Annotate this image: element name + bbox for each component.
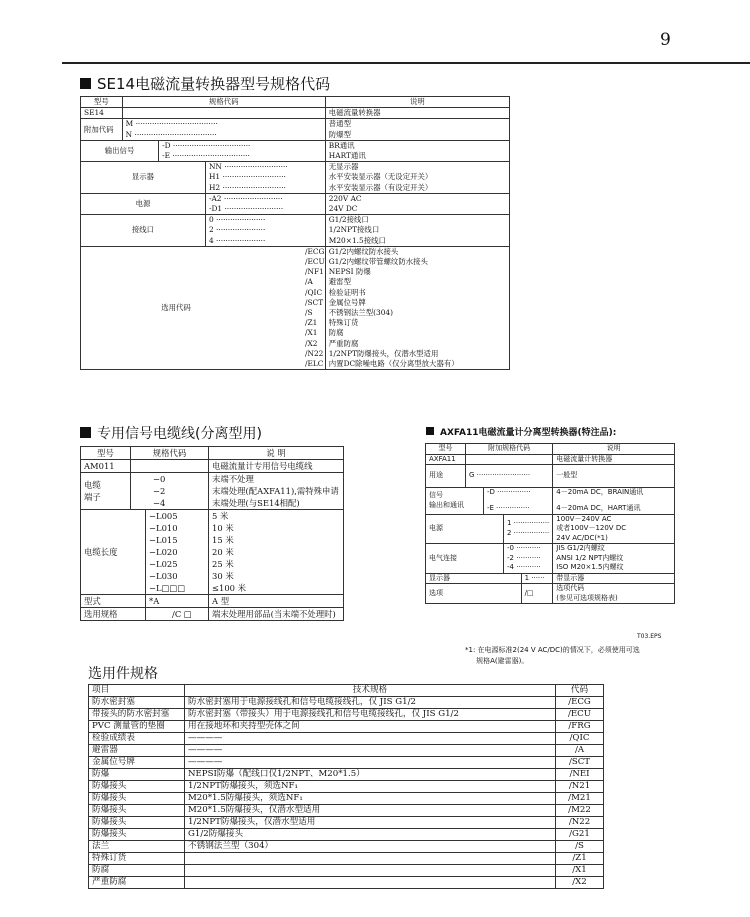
cell-spec: M20*1.5防爆接头，仅潜水型适用 (185, 805, 556, 817)
table-row (81, 473, 344, 510)
row-label: AM011 (81, 460, 131, 473)
options-table-body (89, 697, 604, 889)
row-label: 附加代码 (81, 119, 123, 140)
code: /ECG (305, 246, 325, 256)
cell-item: 特殊订货 (89, 853, 185, 865)
col-header: 说 明 (209, 447, 344, 460)
table-row (89, 769, 604, 781)
row-label: 电气连接 (426, 544, 504, 574)
row-label: 选项 (426, 584, 522, 604)
options-cell (81, 246, 326, 369)
codes-cell (146, 510, 209, 595)
desc-cell (553, 514, 675, 544)
desc-cell (553, 544, 675, 574)
desc: 不锈钢法兰型(304) (328, 308, 393, 318)
codes-cell (484, 488, 553, 515)
code: -D ································· (162, 140, 251, 150)
code: −L025 (149, 559, 178, 569)
cell-item: 防爆接头 (89, 781, 185, 793)
table-row (89, 721, 604, 733)
cell-code: /A (556, 745, 604, 757)
row-label: 显示器 (81, 162, 206, 194)
table-row (426, 488, 675, 515)
row-desc: 一般型 (553, 465, 675, 488)
desc: 水平安装显示器（无设定开关） (328, 172, 433, 182)
desc: ANSI 1/2 NPT内螺纹 (556, 553, 624, 562)
options-codes (271, 247, 325, 369)
section4-title: 选用件规格 (88, 666, 158, 682)
code: −4 (153, 498, 166, 508)
codes-cell (504, 544, 553, 574)
desc-cell (209, 510, 344, 595)
page-number: 9 (660, 30, 671, 50)
cell-code: /X2 (556, 877, 604, 889)
desc: ≤100 米 (212, 583, 247, 593)
desc: 末端处理(配AXFA11),需特殊申请 (212, 486, 339, 496)
options-spec-table (88, 684, 604, 889)
cell-code: /S (556, 841, 604, 853)
table-row (89, 877, 604, 889)
table-row (81, 193, 510, 214)
cell-code: /G21 (556, 829, 604, 841)
section3-title: AXFA11电磁流量计分离型转换器(特注品): (440, 428, 617, 438)
desc: 防爆型 (328, 129, 351, 139)
row-label: 选用代码 (161, 302, 191, 312)
cell-item: PVC 测量管的垫圈 (89, 721, 185, 733)
code: -D ··············· (487, 488, 531, 496)
code: -E ··············· (487, 504, 530, 512)
code: −2 (153, 486, 166, 496)
col-header: 代码 (556, 685, 604, 697)
table-row (89, 805, 604, 817)
desc: 严重防腐 (328, 338, 359, 348)
code: /A (305, 277, 313, 287)
desc: 15 米 (212, 535, 234, 545)
code: H2 ··························· (208, 182, 286, 192)
cell-spec: G1/2防爆接头 (185, 829, 556, 841)
table-row (81, 162, 510, 194)
empty-cell (131, 460, 209, 473)
code: *A (146, 595, 209, 608)
code: -E ································· (162, 151, 250, 161)
cell-item: 防爆 (89, 769, 185, 781)
cell-spec: M20*1.5防爆接头，须选NF₁ (185, 793, 556, 805)
table-header (89, 685, 604, 697)
row-desc: 带显示器 (553, 573, 675, 584)
section1-heading (80, 73, 330, 94)
desc: 末端不处理 (212, 474, 254, 484)
cell-spec: 不锈钢法兰型（304） (185, 841, 556, 853)
code: −L□□□ (149, 583, 186, 593)
cell-spec: NEPSI防爆（配线口仅1/2NPT、M20*1.5） (185, 769, 556, 781)
code: -2 ··········· (507, 553, 541, 562)
se14-spec-table (80, 96, 510, 370)
desc: 避雷型 (328, 277, 351, 287)
col-header: 型号 (426, 444, 466, 455)
cell-code: /QIC (556, 733, 604, 745)
code: /X2 (305, 338, 318, 348)
table-row (89, 841, 604, 853)
table-row (426, 465, 675, 488)
code: M ··································· (125, 119, 218, 129)
desc: 普通型 (328, 119, 351, 129)
table-row (81, 246, 510, 369)
code: -A2 ························· (208, 193, 283, 203)
desc: 100V－240V AC 或者100V－120V DC (556, 514, 627, 532)
table-row (89, 817, 604, 829)
code: /Z1 (305, 318, 318, 328)
table-row (426, 454, 675, 465)
code: /QIC (305, 287, 323, 297)
col-header: 规格代码 (122, 97, 325, 108)
cell-item: 带接头的防水密封塞 (89, 709, 185, 721)
row-label: 显示器 (426, 573, 522, 584)
desc: 4－20mA DC，BRAIN通讯 (556, 488, 644, 496)
cell-spec: ———— (185, 757, 556, 769)
table-row (81, 108, 510, 119)
table-row (89, 865, 604, 877)
desc: 5 米 (212, 511, 229, 521)
code: N ··································· (125, 129, 217, 139)
desc-cell (325, 119, 509, 140)
code: 2 ················ (507, 528, 550, 537)
code: /ELC (305, 359, 324, 369)
row-label: 输出信号 (81, 140, 159, 161)
codes-cell (159, 140, 326, 161)
code: /SCT (305, 297, 324, 307)
header-rule (62, 62, 750, 64)
code: -0 ··········· (507, 544, 541, 552)
desc: HART通讯 (328, 151, 366, 161)
row-desc: A 型 (209, 595, 344, 608)
cell-code: /NEI (556, 769, 604, 781)
axfa11-spec-table (425, 443, 675, 604)
desc-cell (553, 488, 675, 515)
cell-spec: 1/2NPT防爆接头，仅潜水型适用 (185, 817, 556, 829)
code: /ECU (305, 257, 325, 267)
code: 0 ····················· (208, 215, 266, 225)
footnote: *1: 在电源标准2(24 V AC/DC)的情况下，必须使用可选 规格A(避雷器)。 (465, 646, 640, 665)
table-row (89, 697, 604, 709)
row-desc: 端末处理用部品(当末端不处理时) (209, 608, 344, 621)
code: /NF1 (305, 267, 324, 277)
code: −0 (153, 474, 166, 484)
codes-cell (205, 162, 325, 194)
cell-code: /ECU (556, 709, 604, 721)
code: /X1 (305, 328, 318, 338)
code: H1 ··························· (208, 172, 286, 182)
row-label: 型式 (81, 595, 146, 608)
codes-cell (122, 119, 325, 140)
table-header (426, 444, 675, 455)
cell-item: 法兰 (89, 841, 185, 853)
code: -4 ··········· (507, 563, 541, 571)
desc: ISO M20×1.5内螺纹 (556, 563, 624, 571)
desc: 1/2NPT防爆接头，仅潜水型适用 (328, 348, 439, 358)
section-bullet-icon (80, 427, 91, 438)
cell-code: /N22 (556, 817, 604, 829)
col-header: 项目 (89, 685, 185, 697)
cell-spec: 用在接地环和夹持型壳体之间 (185, 721, 556, 733)
row-label: 电源 (81, 193, 206, 214)
desc: 25 米 (212, 559, 234, 569)
section2-title: 专用信号电缆线(分离型用) (97, 426, 262, 442)
cell-spec (185, 877, 556, 889)
cell-item: 检验成绩表 (89, 733, 185, 745)
table-row (89, 733, 604, 745)
desc: G1/2内螺纹带管螺纹防水接头 (328, 257, 428, 267)
desc-cell (325, 193, 509, 214)
desc: 金属位号牌 (328, 297, 366, 307)
table-row (81, 595, 344, 608)
section-bullet-icon (426, 427, 434, 435)
row-label: 接线口 (81, 215, 206, 247)
desc-cell (325, 246, 509, 369)
table-row (81, 119, 510, 140)
desc: M20×1.5接线口 (328, 235, 386, 245)
desc: 内置DC除噪电路（仅分离型放大器有） (328, 359, 459, 369)
cell-item: 防爆接头 (89, 829, 185, 841)
row-label: SE14 (81, 108, 123, 119)
col-header: 规格代码 (131, 447, 209, 460)
table-row (426, 544, 675, 574)
code: G ························ (466, 465, 553, 488)
col-header: 型号 (81, 97, 123, 108)
codes-cell (131, 473, 209, 510)
code: 2 ····················· (208, 225, 266, 235)
cell-item: 防爆接头 (89, 793, 185, 805)
empty-cell (466, 454, 553, 465)
cell-code: /M22 (556, 805, 604, 817)
table-row (81, 215, 510, 247)
code: /□ (521, 584, 553, 604)
code: 4 ····················· (208, 235, 266, 245)
table-header (81, 447, 344, 460)
desc: 30 米 (212, 571, 234, 581)
row-label: 电源 (426, 514, 504, 544)
desc-cell (325, 215, 509, 247)
codes-cell (504, 514, 553, 544)
code: −L005 (149, 511, 178, 521)
cell-spec (185, 865, 556, 877)
code: /N22 (305, 348, 324, 358)
desc: 10 米 (212, 523, 234, 533)
row-label: 电缆长度 (81, 510, 146, 595)
desc: G1/2接线口 (328, 215, 369, 225)
desc: 220V AC (328, 193, 362, 203)
code: /C □ (146, 608, 209, 621)
table-row (426, 573, 675, 584)
row-label: 选用规格 (81, 608, 146, 621)
cell-spec: ———— (185, 745, 556, 757)
table-row (89, 757, 604, 769)
cell-code: /Z1 (556, 853, 604, 865)
table-row (81, 460, 344, 473)
cell-item: 防腐 (89, 865, 185, 877)
row-label: 用途 (426, 465, 466, 488)
table-row (426, 514, 675, 544)
desc: 无显示器 (328, 162, 359, 172)
table-row (89, 781, 604, 793)
table-row (89, 745, 604, 757)
desc: 防腐 (328, 328, 344, 338)
row-desc: 电磁流量转换器 (325, 108, 509, 119)
desc: BR通讯 (328, 140, 355, 150)
desc-cell (325, 140, 509, 161)
code: −L020 (149, 547, 178, 557)
col-header: 型号 (81, 447, 131, 460)
table-row (89, 793, 604, 805)
section3-heading (426, 425, 616, 438)
section2-heading (80, 423, 262, 443)
cell-item: 防爆接头 (89, 817, 185, 829)
desc: NEPSI 防爆 (328, 267, 371, 277)
cell-code: /SCT (556, 757, 604, 769)
code: 1 ······ (521, 573, 553, 584)
table-row (81, 608, 344, 621)
desc: JIS G1/2内螺纹 (556, 544, 605, 552)
desc: 24V DC (328, 204, 358, 214)
desc: 末端处理(与SE14相配) (212, 498, 300, 508)
code: −L015 (149, 535, 178, 545)
cell-code: /FRG (556, 721, 604, 733)
row-desc: 电磁流量计专用信号电缆线 (209, 460, 344, 473)
col-header: 说明 (325, 97, 509, 108)
col-header: 技术规格 (185, 685, 556, 697)
cell-spec: ———— (185, 733, 556, 745)
table-row (426, 584, 675, 604)
table-row (81, 140, 510, 161)
cell-spec: 防水密封塞（带接头）用于电源接线孔和信号电缆接线孔，仅 JIS G1/2 (185, 709, 556, 721)
section1-title: SE14电磁流量转换器型号规格代码 (97, 75, 331, 93)
cell-item: 防爆接头 (89, 805, 185, 817)
cell-code: /ECG (556, 697, 604, 709)
desc: 1/2NPT接线口 (328, 225, 380, 235)
table-row (89, 853, 604, 865)
cell-item: 严重防腐 (89, 877, 185, 889)
row-label: 电缆 端子 (81, 473, 131, 510)
cell-spec: 防水密封塞用于电源接线孔和信号电缆接线孔，仅 JIS G1/2 (185, 697, 556, 709)
cell-spec (185, 853, 556, 865)
table-row (89, 829, 604, 841)
desc-cell (209, 473, 344, 510)
empty-cell (122, 108, 325, 119)
desc: 4－20mA DC，HART通讯 (556, 504, 641, 512)
desc: 水平安装显示器（有设定开关） (328, 182, 433, 192)
desc-cell (325, 162, 509, 194)
table-row (89, 709, 604, 721)
cell-item: 金属位号牌 (89, 757, 185, 769)
table-header (81, 97, 510, 108)
cell-spec: 1/2NPT防爆接头，须选NF₁ (185, 781, 556, 793)
cell-code: /X1 (556, 865, 604, 877)
cell-code: /M21 (556, 793, 604, 805)
desc: 特殊订货 (328, 318, 359, 328)
cell-code: /N21 (556, 781, 604, 793)
row-label: AXFA11 (426, 454, 466, 465)
code: −L010 (149, 523, 178, 533)
code: −L030 (149, 571, 178, 581)
code: /S (305, 308, 313, 318)
cable-spec-table (80, 446, 344, 621)
desc: 24V AC/DC(*1) (556, 533, 608, 542)
cell-item: 避雷器 (89, 745, 185, 757)
row-desc: 选项代码 (参见可选项规格表) (553, 584, 675, 604)
code: NN ··························· (208, 162, 288, 172)
code: -D1 ························· (208, 204, 284, 214)
desc: G1/2内螺纹防水接头 (328, 246, 399, 256)
code: 1 ················ (507, 519, 550, 528)
col-header: 说明 (553, 444, 675, 455)
col-header: 附加规格代码 (466, 444, 553, 455)
table-row (81, 510, 344, 595)
cell-item: 防水密封塞 (89, 697, 185, 709)
figure-tag: T03.EPS (637, 633, 662, 640)
desc: 检验证明书 (328, 287, 366, 297)
section-bullet-icon (80, 78, 91, 89)
codes-cell (205, 193, 325, 214)
row-desc: 电磁流量计转换器 (553, 454, 675, 465)
row-label: 信号 输出和通讯 (426, 488, 484, 515)
desc: 20 米 (212, 547, 234, 557)
codes-cell (205, 215, 325, 247)
